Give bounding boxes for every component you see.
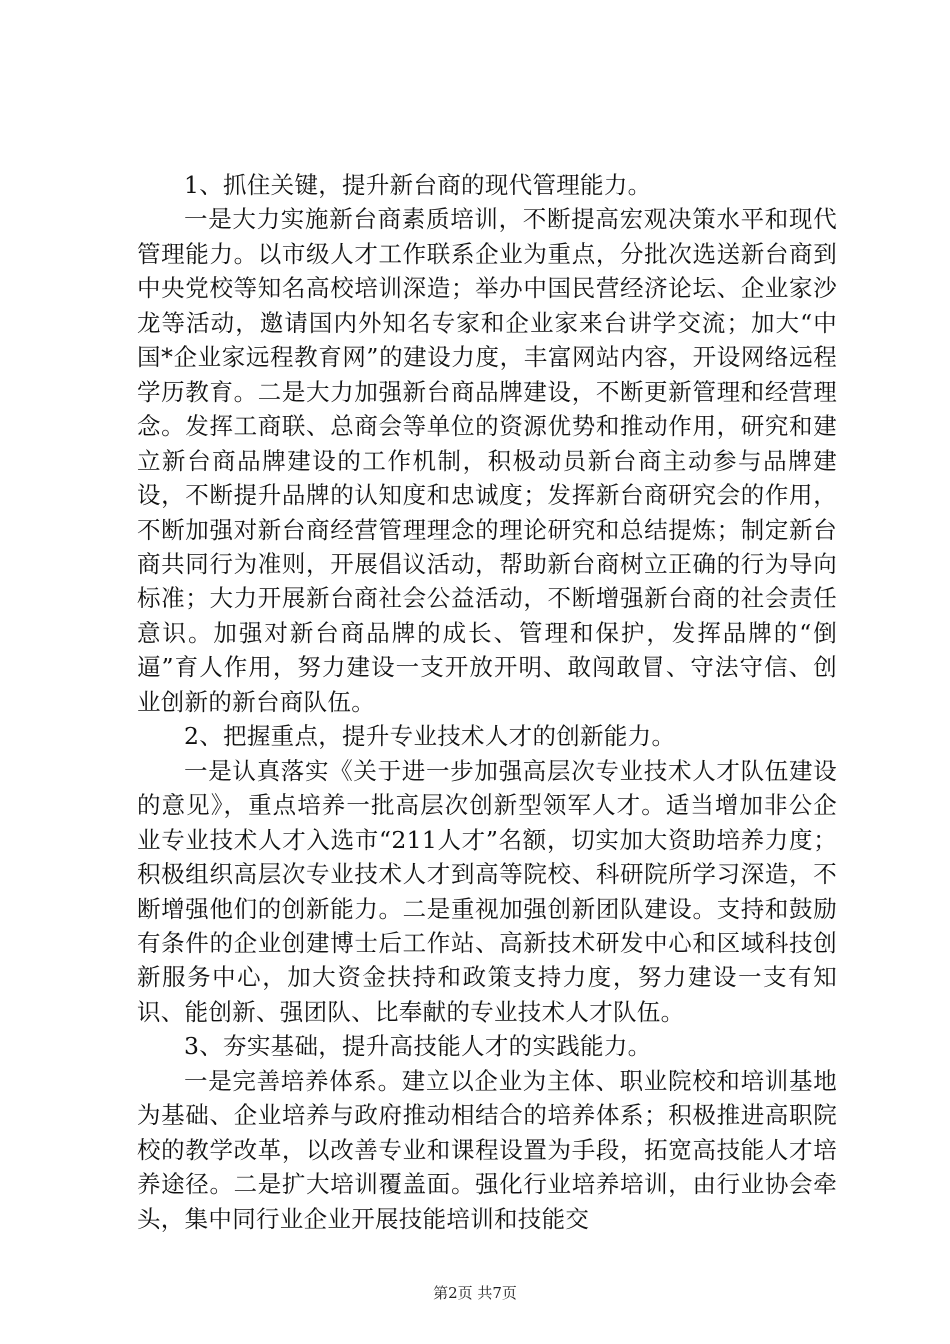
section-paragraph-1: 一是大力实施新台商素质培训，不断提高宏观决策水平和现代管理能力。以市级人才工作联系企业为重点，分批次选送新台商到中央党校等知名高校培训深造；举办中国民营经济论坛、企业家沙龙等活动，邀请国内外知名专家和企业家来台讲学交流；加大“中国*企业家远程教育网”的建设力度，丰富网站内容，开设网络远程学历教育。二是大力加强新台商品牌建设，不断更新管理和经营理念。发挥工商联、总商会等单位的资源优势和推动作用，研究和建立新台商品牌建设的工作机制，积极动员新台商主动参与品牌建设，不断提升品牌的认知度和忠诚度；发挥新台商研究会的作用，不断加强对新台商经营管理理念的理论研究和总结提炼；制定新台商共同行为准则，开展倡议活动，帮助新台商树立正确的行为导向标准；大力开展新台商社会公益活动，不断增强新台商的社会责任意识。加强对新台商品牌的成长、管理和保护，发挥品牌的“倒逼”育人作用，努力建设一支开放开明、敢闯敢冒、守法守信、创业创新的新台商队伍。 xyxy=(137,205,837,716)
section-paragraph-2: 一是认真落实《关于进一步加强高层次专业技术人才队伍建设的意见》，重点培养一批高层次创新型领军人才。适当增加非公企业专业技术人才入选市“211人才”名额，切实加大资助培养力度；积极组织高层次专业技术人才到高等院校、科研院所学习深造，不断增强他们的创新能力。二是重视加强创新团队建设。支持和鼓励有条件的企业创建博士后工作站、高新技术研发中心和区域科技创新服务中心，加大资金扶持和政策支持力度，努力建设一支有知识、能创新、强团队、比奉献的专业技术人才队伍。 xyxy=(137,756,837,1026)
page-footer: 第2页 共7页 xyxy=(433,1284,517,1302)
section-paragraph-3: 一是完善培养体系。建立以企业为主体、职业院校和培训基地为基础、企业培养与政府推动相结合的培养体系；积极推进高职院校的教学改革，以改善专业和课程设置为手段，拓宽高技能人才培养途径。二是扩大培训覆盖面。强化行业培养培训，由行业协会牵头，集中同行业企业开展技能培训和技能交 xyxy=(137,1066,837,1233)
section-heading-3: 3、夯实基础，提升高技能人才的实践能力。 xyxy=(184,1032,652,1061)
section-heading-2: 2、把握重点，提升专业技术人才的创新能力。 xyxy=(184,722,676,751)
document-body xyxy=(137,168,837,1236)
section-heading-1: 1、抓住关键，提升新台商的现代管理能力。 xyxy=(184,171,652,199)
